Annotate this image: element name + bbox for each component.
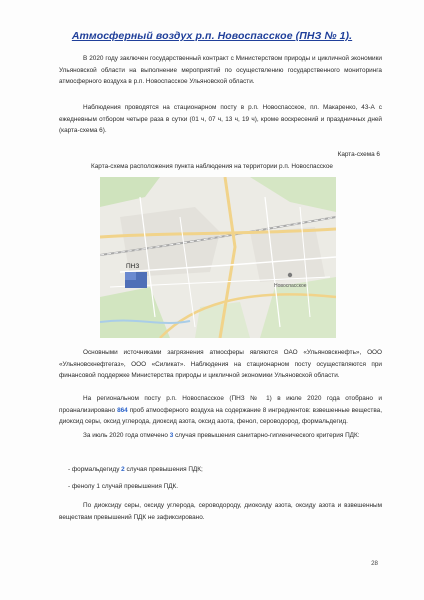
post-label: ПНЗ <box>126 263 140 270</box>
list-item-label: - фенолу <box>68 483 95 490</box>
map-graphic <box>100 177 336 338</box>
list-item-phenol <box>68 483 178 490</box>
map-label: Карта-схема 6 <box>337 151 380 158</box>
paragraph-contract-text: В 2020 году заключен государственный контракт с Министерством природы и цикличной экономики Ульяновской области на выполнение мероприятий по осуществлению государственного мониторинга атмосферного воздуха в р.п. Новоспасское Ульяновской области. <box>59 55 382 86</box>
map-built-area <box>250 227 325 282</box>
paragraph-exceedances <box>59 430 382 442</box>
list-item-formaldehyde <box>68 466 203 473</box>
paragraph-samples <box>59 393 382 428</box>
paragraph-samples-after: проб атмосферного воздуха на содержание 8 ингредиентов: взвешенные вещества, диоксид серы, оксид углерода, диоксид азота, оксид азота, фенол, сероводород, формальдегид. <box>59 406 383 426</box>
paragraph-contract <box>59 53 382 88</box>
exceedance-count: 3 <box>169 432 174 439</box>
paragraph-observations <box>59 102 382 137</box>
post-marker-highlight <box>125 272 136 280</box>
list-item-count: 2 <box>121 466 125 473</box>
town-pin-icon <box>288 273 292 277</box>
map-caption: Карта-схема расположения пункта наблюдения на территории р.п. Новоспасское <box>91 163 333 170</box>
sample-count: 864 <box>117 406 128 414</box>
paragraph-sources <box>59 347 382 382</box>
page-number: 28 <box>371 560 378 567</box>
paragraph-no-exceedances-text: По диоксиду серы, оксиду углерода, сероводороду, диоксиду азота, оксиду азота и взвешенным веществам превышений ПДК не зафиксировано. <box>59 502 382 521</box>
paragraph-exceedances-after: случая превышения санитарно-гигиенического критерия ПДК: <box>175 432 360 439</box>
town-label: Новоспасское <box>274 283 307 289</box>
paragraph-sources-text: Основными источниками загрязнения атмосферы являются ОАО «Ульяновскнефть», ООО «Ульяновскнефтегаз», ООО «Силикат». Наблюдения на стационарном посту осуществляются при финансовой поддержке Министерства природы и цикличной экономики Ульяновской области. <box>59 349 382 380</box>
paragraph-samples-before: На региональном посту р.п. Новоспасское (ПНЗ № 1) в июле 2020 года отобрано и проанализировано <box>59 395 382 414</box>
paragraph-no-exceedances <box>59 500 382 523</box>
list-item-text: случай превышения ПДК. <box>101 483 179 490</box>
paragraph-observations-text: Наблюдения проводятся на стационарном посту в р.п. Новоспасское, пл. Макаренко, 43-А с ежедневным отбором четыре раза в сутки (01 ч, 07 ч, 13 ч, 19 ч), кроме воскресений и праздничных дней (карта-схема 6). <box>59 104 382 135</box>
list-item-text: случая превышения ПДК; <box>126 466 203 473</box>
page-title: Атмосферный воздух р.п. Новоспасское (ПНЗ № 1). <box>71 30 353 42</box>
location-map <box>100 177 336 338</box>
list-item-count: 1 <box>96 483 100 490</box>
list-item-label: - формальдегиду <box>68 466 120 473</box>
paragraph-exceedances-before: За июль 2020 года отмечено <box>83 432 168 439</box>
